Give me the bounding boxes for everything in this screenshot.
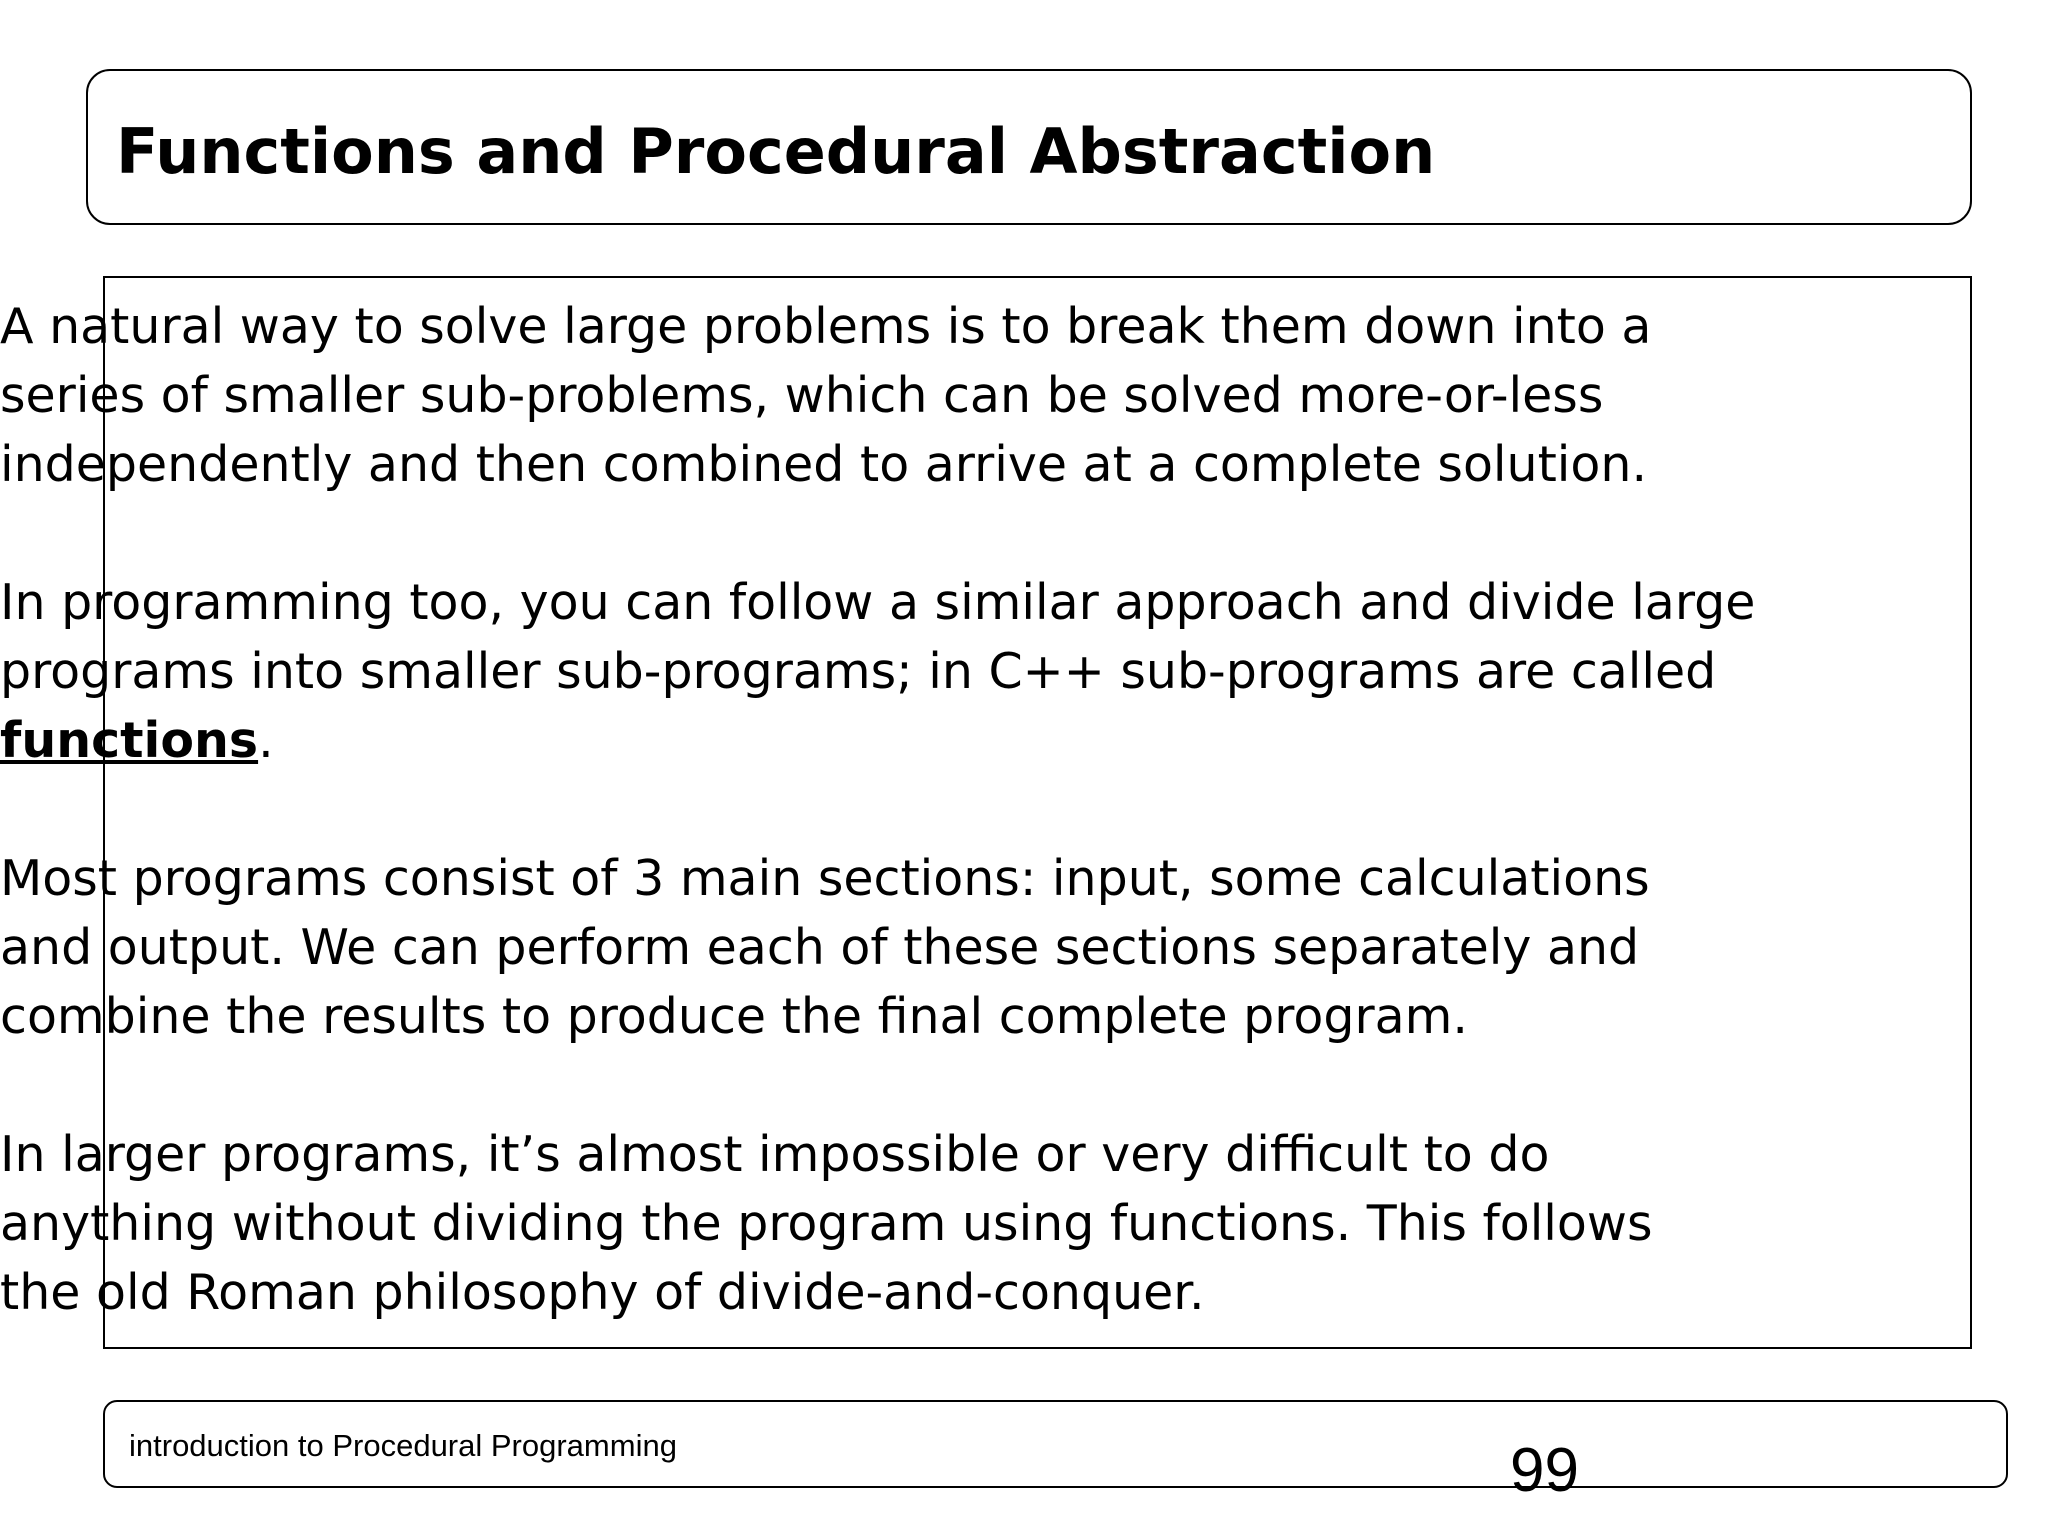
paragraph-line: programs into smaller sub-programs; in C++ sub-programs are called — [0, 643, 1717, 700]
paragraph-line-emphasis — [0, 706, 1960, 775]
slide-body — [0, 292, 1960, 1327]
paragraph-line: the old Roman philosophy of divide-and-conquer. — [0, 1264, 1205, 1321]
paragraph-line: and output. We can perform each of these sections separately and — [0, 919, 1640, 976]
paragraph-line: In programming too, you can follow a similar approach and divide large — [0, 574, 1756, 631]
paragraph-line: combine the results to produce the final complete program. — [0, 988, 1468, 1045]
footer-course-title: introduction to Procedural Programming — [129, 1428, 677, 1463]
paragraph-1 — [0, 292, 1960, 499]
emphasis-suffix: . — [258, 712, 274, 769]
paragraph-4 — [0, 1120, 1960, 1327]
paragraph-line: In larger programs, it’s almost impossible or very difficult to do — [0, 1126, 1550, 1183]
page-number: 99 — [1510, 1436, 1579, 1505]
paragraph-line: A natural way to solve large problems is to break them down into a — [0, 298, 1652, 355]
slide-footer — [103, 1400, 2008, 1488]
slide-title-box — [86, 69, 1972, 225]
paragraph-line: Most programs consist of 3 main sections: input, some calculations — [0, 850, 1650, 907]
paragraph-line: series of smaller sub-problems, which can be solved more-or-less — [0, 367, 1604, 424]
paragraph-line: anything without dividing the program using functions. This follows — [0, 1195, 1653, 1252]
functions-term: functions — [0, 712, 259, 769]
paragraph-3 — [0, 844, 1960, 1051]
paragraph-line: independently and then combined to arrive at a complete solution. — [0, 436, 1648, 493]
slide-title: Functions and Procedural Abstraction — [116, 115, 1436, 188]
paragraph-2 — [0, 568, 1960, 775]
